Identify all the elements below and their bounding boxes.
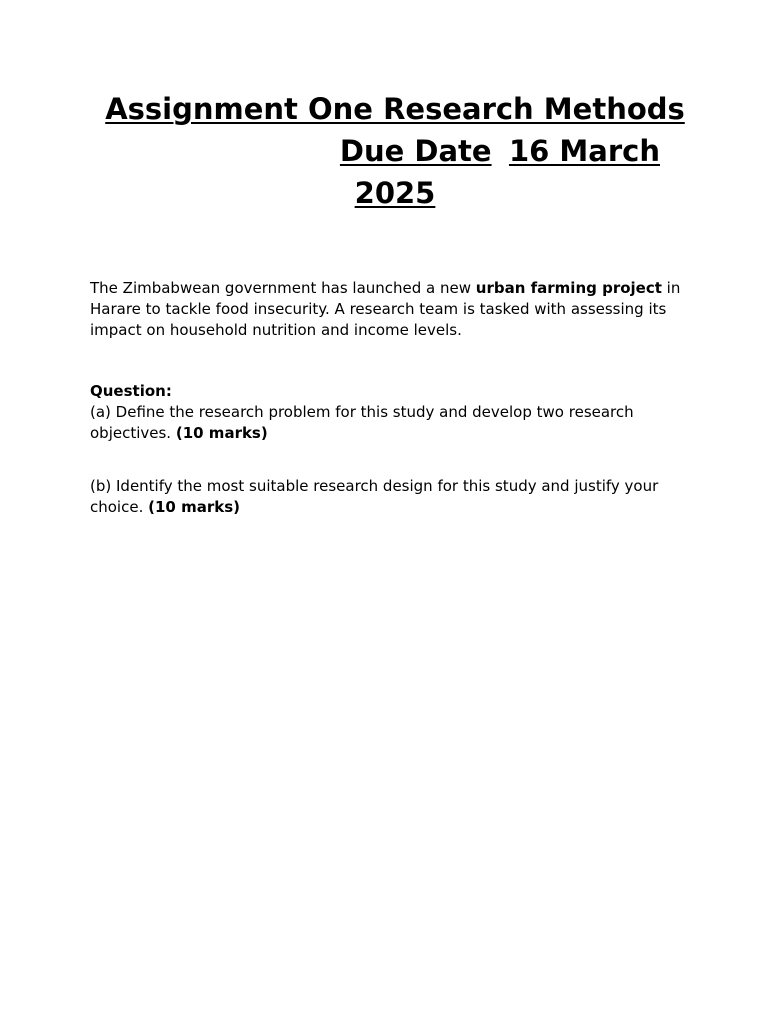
question-part-a bbox=[90, 402, 690, 444]
intro-highlight: urban farming project bbox=[475, 279, 662, 297]
part-b-marks: (10 marks) bbox=[148, 498, 240, 516]
due-year-line bbox=[90, 172, 700, 214]
intro-text-end: in Harare to tackle food insecurity. A research team is tasked with assessing its impact on household nutrition and income levels. bbox=[90, 279, 681, 339]
intro-paragraph bbox=[90, 278, 690, 341]
title-text: Assignment One Research Methods bbox=[105, 92, 685, 126]
due-date-value: 16 March bbox=[508, 134, 660, 168]
assignment-title bbox=[90, 88, 700, 214]
question-section bbox=[90, 381, 690, 444]
part-a-text: (a) Define the research problem for this study and develop two research objectives. bbox=[90, 403, 634, 442]
question-part-b bbox=[90, 476, 690, 518]
intro-text-start: The Zimbabwean government has launched a new bbox=[90, 279, 476, 297]
question-heading: Question: bbox=[90, 382, 172, 400]
due-year: 2025 bbox=[354, 176, 436, 210]
due-date-label: Due Date bbox=[339, 134, 492, 168]
part-b-text: (b) Identify the most suitable research design for this study and justify your choice. bbox=[90, 477, 659, 516]
due-date-line bbox=[126, 130, 660, 172]
part-a-marks: (10 marks) bbox=[175, 424, 268, 442]
title-line-1 bbox=[90, 88, 700, 130]
